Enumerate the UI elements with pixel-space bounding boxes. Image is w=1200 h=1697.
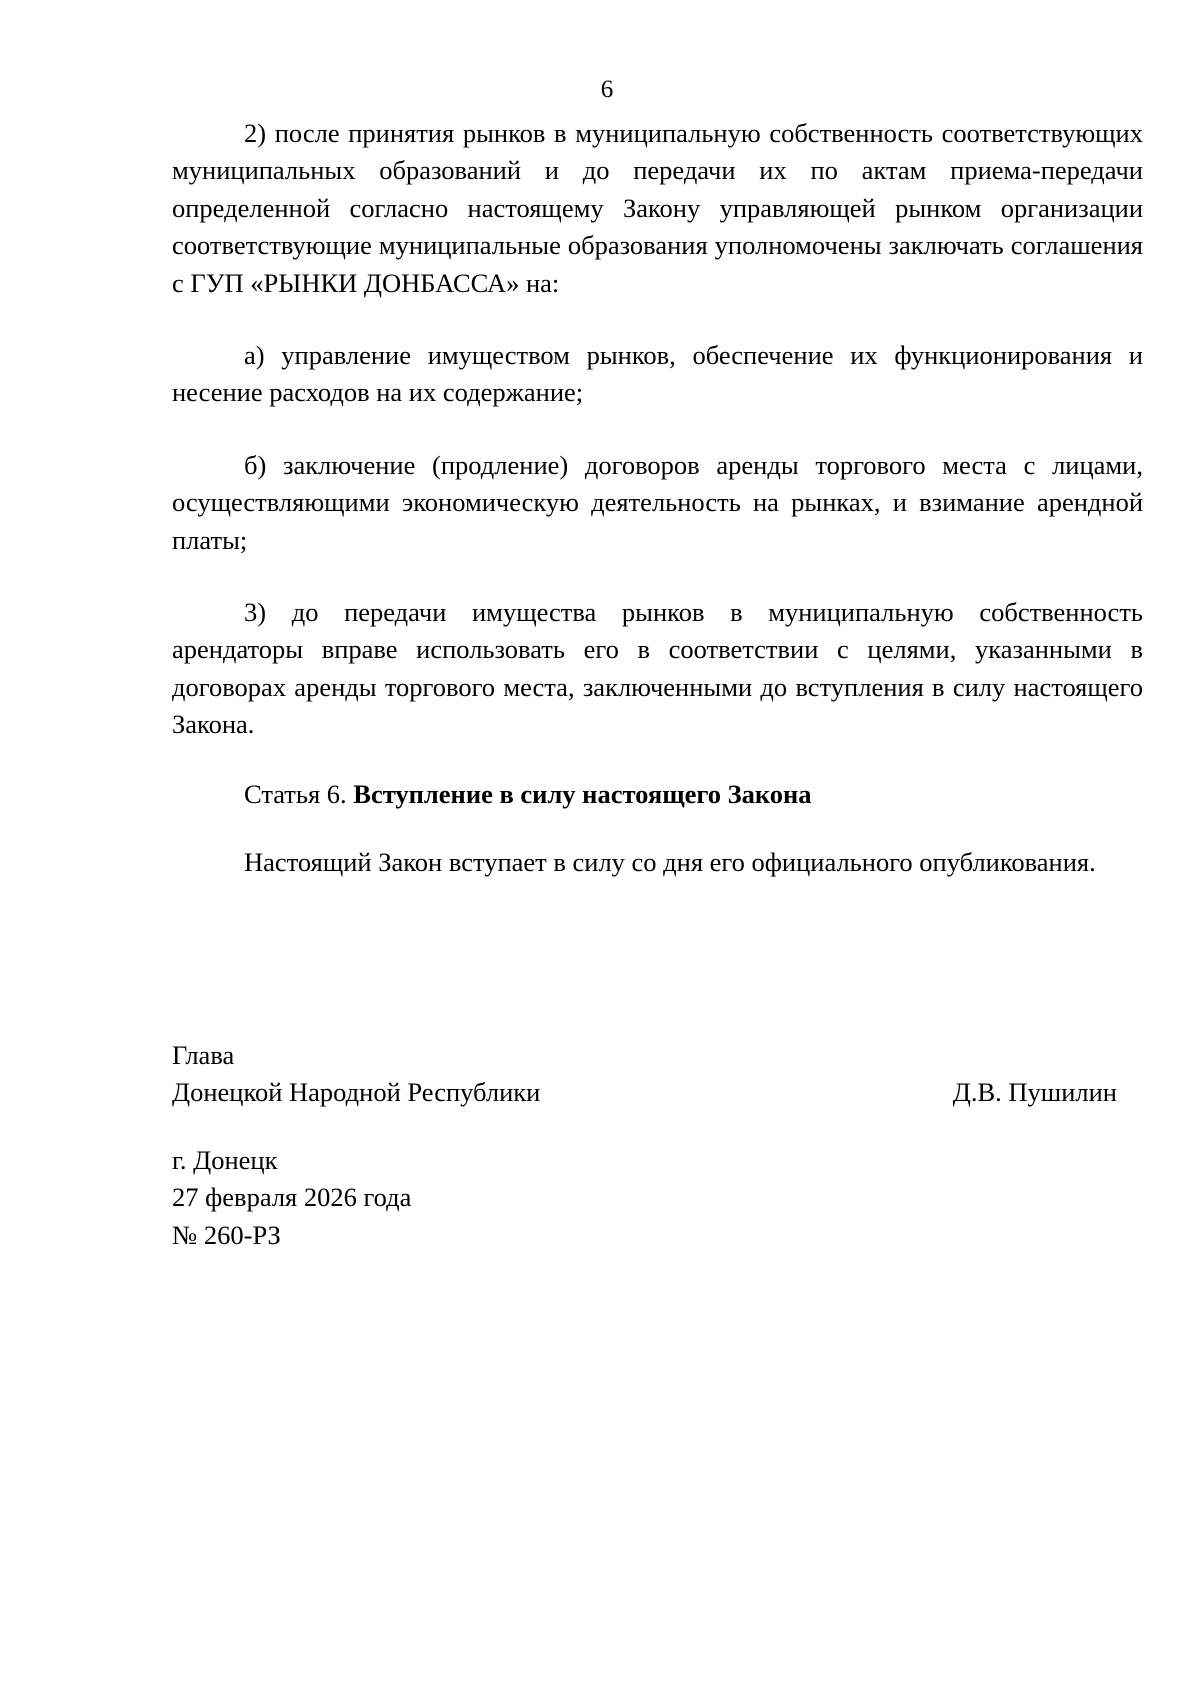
article-number: Статья 6.	[244, 778, 354, 809]
paragraph-item-3: 3) до передачи имущества рынков в муниципальную собственность арендаторы вправе использовать его в соответствии с целями, указанными в договорах аренды торгового места, заключенными до вступления в силу настоящего Закона.	[172, 597, 1143, 740]
signature-row	[172, 1074, 1117, 1111]
paragraph-subitem-a: а) управление имуществом рынков, обеспечение их функционирования и несение расходов на их содержание;	[172, 340, 1143, 408]
date: 27 февраля 2026 года	[172, 1182, 412, 1213]
article-text: Настоящий Закон вступает в силу со дня его официального опубликования.	[244, 847, 1096, 878]
paragraph-item-2: 2) после принятия рынков в муниципальную собственность соответствующих муниципальных образований и до передачи их по актам приема-передачи определенной согласно настоящему Закону управляющей рынком организации соответствующие муниципальные образования уполномочены заключать соглашения с ГУП «РЫНКИ ДОНБАССА» на:	[172, 118, 1143, 298]
law-number: № 260-РЗ	[172, 1219, 281, 1250]
signatory-name: Д.В. Пушилин	[952, 1077, 1117, 1108]
article-heading	[172, 776, 1143, 813]
city: г. Донецк	[172, 1145, 278, 1175]
article-title: Вступление в силу настоящего Закона	[353, 778, 812, 809]
page-number: 6	[600, 76, 614, 103]
signatory-position-line1: Глава	[172, 1040, 235, 1070]
signature-block	[172, 1037, 1117, 1112]
signatory-position-line2: Донецкой Народной Республики	[172, 1077, 541, 1108]
document-body	[172, 115, 1143, 882]
paragraph-subitem-b: б) заключение (продление) договоров аренды торгового места с лицами, осуществляющими экономическую деятельность на рынках, и взимание арендной платы;	[172, 449, 1143, 555]
place-date-block	[172, 1142, 411, 1254]
